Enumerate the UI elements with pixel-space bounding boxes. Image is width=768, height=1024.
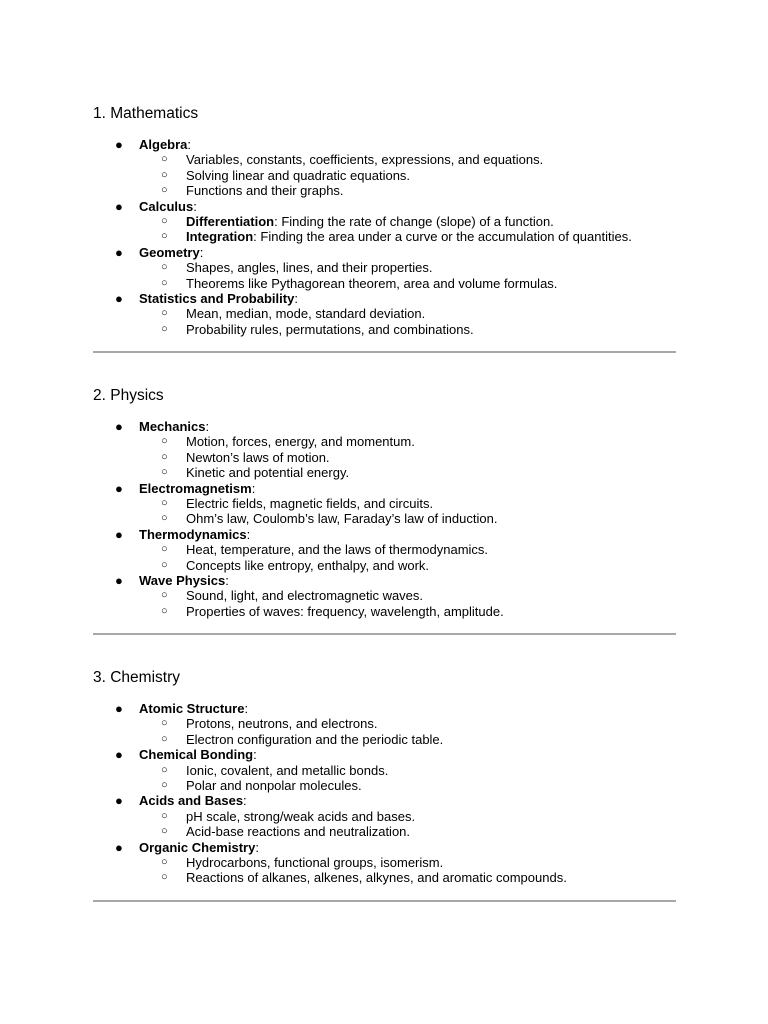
sub-item	[93, 306, 632, 321]
topic-name: Mechanics	[139, 419, 206, 434]
sub-list	[93, 542, 504, 573]
circle-bullet-icon: ○	[161, 261, 168, 274]
colon: :	[225, 572, 229, 588]
circle-bullet-icon: ○	[161, 466, 168, 479]
sub-item-text: Electric fields, magnetic fields, and circuits.	[186, 495, 434, 511]
topic-list	[93, 701, 567, 886]
topic-item	[93, 840, 567, 886]
sub-list	[93, 855, 567, 886]
topic-item	[93, 481, 504, 527]
sub-item-text: Mean, median, mode, standard deviation.	[186, 306, 426, 322]
circle-bullet-icon: ○	[161, 809, 168, 822]
sub-item	[93, 276, 632, 291]
sub-item	[93, 542, 504, 557]
colon: :	[246, 526, 251, 542]
bullet-icon: ●	[115, 290, 123, 306]
bullet-icon: ●	[115, 701, 123, 716]
bullet-icon: ●	[115, 137, 123, 152]
topic-item	[93, 137, 632, 199]
topic-name: Organic Chemistry	[139, 839, 256, 855]
topic-item	[93, 291, 632, 337]
section-title: 3. Chemistry	[93, 669, 180, 686]
topic-item	[93, 573, 504, 619]
sub-list	[93, 496, 504, 527]
sub-item-text: Functions and their graphs.	[186, 183, 344, 199]
circle-bullet-icon: ○	[161, 778, 168, 791]
section-divider	[93, 900, 676, 902]
sub-list	[93, 214, 632, 245]
topic-item	[93, 245, 632, 291]
bullet-icon: ●	[115, 419, 123, 434]
topic-name: Chemical Bonding	[139, 747, 254, 763]
sub-item-text: Concepts like entropy, enthalpy, and work.	[186, 557, 430, 573]
colon: :	[243, 793, 247, 809]
sub-item-text: Ohm’s law, Coulomb’s law, Faraday’s law of induction.	[186, 511, 498, 527]
sub-item	[93, 214, 632, 229]
sub-item	[93, 855, 567, 870]
topic-name: Wave Physics	[139, 572, 226, 588]
sub-item	[93, 809, 567, 824]
colon: :	[187, 137, 192, 152]
sub-item-text: : Finding the rate of change (slope) of a function.	[274, 213, 554, 229]
section-divider	[93, 351, 676, 353]
bullet-icon: ●	[115, 839, 123, 855]
circle-bullet-icon: ○	[161, 168, 168, 181]
bullet-icon: ●	[115, 793, 123, 809]
sub-item	[93, 322, 632, 337]
circle-bullet-icon: ○	[161, 855, 168, 868]
bullet-icon: ●	[115, 198, 123, 214]
circle-bullet-icon: ○	[161, 604, 168, 617]
sub-item-text: Properties of waves: frequency, wavelength, amplitude.	[186, 603, 504, 619]
sub-list	[93, 260, 632, 291]
topic-name: Acids and Bases	[139, 793, 244, 809]
topic-name: Statistics and Probability	[139, 290, 295, 306]
sub-item	[93, 511, 504, 526]
sub-item-text: Probability rules, permutations, and combinations.	[186, 321, 474, 337]
sub-item	[93, 168, 632, 183]
circle-bullet-icon: ○	[161, 871, 168, 884]
sub-item	[93, 450, 504, 465]
topic-name: Algebra	[139, 137, 188, 152]
sub-item-text: Sound, light, and electromagnetic waves.	[186, 588, 424, 604]
sub-item	[93, 763, 567, 778]
sub-item-text: Ionic, covalent, and metallic bonds.	[186, 762, 389, 778]
sub-item	[93, 558, 504, 573]
sub-item	[93, 604, 504, 619]
topic-item	[93, 793, 567, 839]
sub-item-text: Kinetic and potential energy.	[186, 465, 350, 481]
sub-item	[93, 183, 632, 198]
sub-item	[93, 732, 567, 747]
sub-item-text: Hydrocarbons, functional groups, isomerism.	[186, 854, 444, 870]
bullet-icon: ●	[115, 572, 123, 588]
topic-name: Thermodynamics	[139, 526, 247, 542]
circle-bullet-icon: ○	[161, 717, 168, 730]
sub-list	[93, 306, 632, 337]
colon: :	[244, 701, 249, 716]
sub-item-text: Electron configuration and the periodic table.	[186, 731, 444, 747]
section-title: 1. Mathematics	[93, 105, 199, 122]
sub-item	[93, 260, 632, 275]
topic-name: Electromagnetism	[139, 480, 252, 496]
sub-item-text: Reactions of alkanes, alkenes, alkynes, and aromatic compounds.	[186, 870, 567, 886]
sub-item	[93, 152, 632, 167]
bullet-icon: ●	[115, 747, 123, 763]
sub-item-text: Protons, neutrons, and electrons.	[186, 716, 378, 732]
circle-bullet-icon: ○	[161, 153, 168, 166]
colon: :	[193, 198, 197, 214]
topic-item	[93, 701, 567, 747]
bullet-icon: ●	[115, 480, 123, 496]
circle-bullet-icon: ○	[161, 512, 168, 525]
sub-item	[93, 778, 567, 793]
colon: :	[255, 839, 259, 855]
sub-item-text: Acid-base reactions and neutralization.	[186, 824, 411, 840]
section-divider	[93, 633, 676, 635]
circle-bullet-icon: ○	[161, 230, 168, 243]
topic-list	[93, 137, 632, 337]
sub-item-text: : Finding the area under a curve or the accumulation of quantities.	[253, 229, 632, 245]
colon: :	[199, 244, 204, 260]
bullet-icon: ●	[115, 244, 123, 260]
colon: :	[205, 419, 210, 434]
topic-name: Calculus	[139, 198, 194, 214]
sub-list	[93, 588, 504, 619]
circle-bullet-icon: ○	[161, 184, 168, 197]
sub-item	[93, 496, 504, 511]
circle-bullet-icon: ○	[161, 558, 168, 571]
sub-list	[93, 434, 504, 480]
sub-item-text: Newton’s laws of motion.	[186, 449, 330, 465]
sub-item-text: Heat, temperature, and the laws of thermodynamics.	[186, 542, 489, 558]
sub-list	[93, 152, 632, 198]
sub-item	[93, 588, 504, 603]
sub-item-text: Theorems like Pythagorean theorem, area and volume formulas.	[186, 275, 558, 291]
circle-bullet-icon: ○	[161, 763, 168, 776]
sub-item-text: pH scale, strong/weak acids and bases.	[186, 808, 416, 824]
sub-list	[93, 809, 567, 840]
sub-list	[93, 716, 567, 747]
colon: :	[253, 747, 257, 763]
sub-item-text: Variables, constants, coefficients, expressions, and equations.	[186, 152, 544, 168]
topic-item	[93, 747, 567, 793]
circle-bullet-icon: ○	[161, 322, 168, 335]
sub-item-text: Solving linear and quadratic equations.	[186, 167, 411, 183]
sub-item	[93, 824, 567, 839]
sub-list	[93, 763, 567, 794]
sub-item	[93, 229, 632, 244]
sub-item	[93, 870, 567, 885]
circle-bullet-icon: ○	[161, 307, 168, 320]
colon: :	[251, 480, 256, 496]
sub-item-text: Shapes, angles, lines, and their properties.	[186, 260, 433, 276]
topic-name: Atomic Structure	[139, 701, 245, 716]
sub-item-text: Motion, forces, energy, and momentum.	[186, 434, 415, 450]
bullet-icon: ●	[115, 526, 123, 542]
topic-item	[93, 527, 504, 573]
topic-name: Geometry	[139, 244, 200, 260]
sub-item	[93, 465, 504, 480]
circle-bullet-icon: ○	[161, 543, 168, 556]
circle-bullet-icon: ○	[161, 450, 168, 463]
circle-bullet-icon: ○	[161, 435, 168, 448]
topic-item	[93, 199, 632, 245]
circle-bullet-icon: ○	[161, 496, 168, 509]
circle-bullet-icon: ○	[161, 589, 168, 602]
circle-bullet-icon: ○	[161, 732, 168, 745]
topic-list	[93, 419, 504, 619]
sub-item	[93, 434, 504, 449]
section-title: 2. Physics	[93, 387, 164, 404]
circle-bullet-icon: ○	[161, 214, 168, 227]
sub-item-term: Differentiation	[186, 213, 275, 229]
circle-bullet-icon: ○	[161, 825, 168, 838]
sub-item	[93, 716, 567, 731]
sub-item-term: Integration	[186, 229, 254, 245]
colon: :	[294, 290, 298, 306]
sub-item-text: Polar and nonpolar molecules.	[186, 777, 362, 793]
circle-bullet-icon: ○	[161, 276, 168, 289]
topic-item	[93, 419, 504, 481]
